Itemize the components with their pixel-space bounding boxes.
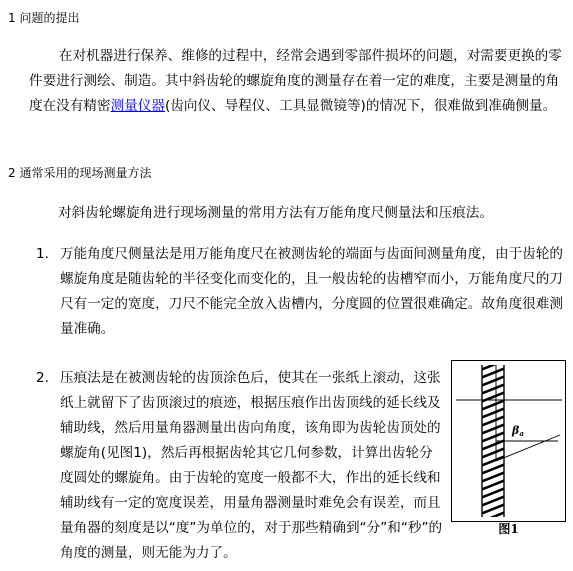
figure-1-helix-angle-diagram	[451, 360, 566, 522]
figure-caption: 图1	[498, 522, 519, 536]
tooth-trace-extension-line	[496, 435, 560, 461]
list-item-text: 压痕法是在被测齿轮的齿顶涂色后，使其在一张纸上滚动，这张纸上就留下了齿顶滚过的痕迹，根据压痕作出齿顶线的延长线及辅助线，然后用量角器测量出齿向角度，该角即为齿轮齿顶处的螺旋角(见图1)，然后再根据齿轮其它几何参数，计算出齿轮分度圆处的螺旋角。由于齿轮的宽度一般都不大，作出的延长线和辅助线有一定的宽度误差，用量角器测量时难免会有误差，而且量角器的刻度是以“度”为单位的，对于那些精确到“分”和“秒”的角度的测量，则无能为力了。	[60, 370, 443, 561]
list-item-number: 2.	[36, 370, 49, 386]
list-item-text: 万能角度尺侧量法是用万能角度尺在被测齿轮的端面与齿面间测量角度，由于齿轮的螺旋角度是随齿轮的半径变化而变化的，且一般齿轮的齿槽窄而小，万能角度尺的刀尺有一定的宽度，刀尺不能完全放入齿槽内，分度圆的位置很难确定。故角度很难测量准确。	[60, 246, 563, 337]
section-2-heading: 2 通常采用的现场测量方法	[8, 166, 152, 180]
section-2-intro: 对斜齿轮螺旋角进行现场测量的常用方法有万能角度尺侧量法和压痕法。	[58, 205, 493, 221]
helix-angle-drawing	[452, 361, 565, 521]
section-1-paragraph	[29, 44, 569, 119]
paragraph-text-end: (齿向仪、导程仪、工具显微镜等)的情况下，很难做到准确侧量。	[164, 98, 557, 114]
section-1-heading: 1 问题的提出	[8, 11, 80, 25]
paragraph-text-start: 在对机器进行保养、维修的过程中，经常会遇到零部件损坏的问题，对需要更换的零件要进行测绘、制造。其中斜齿轮的螺旋角度的测量存在着一定的难度，主要是测量的角度在没有精密	[29, 48, 562, 114]
measuring-instrument-link[interactable]: 测量仪器	[110, 98, 165, 114]
angle-label: βa	[512, 424, 524, 438]
list-item-number: 1.	[36, 246, 49, 262]
